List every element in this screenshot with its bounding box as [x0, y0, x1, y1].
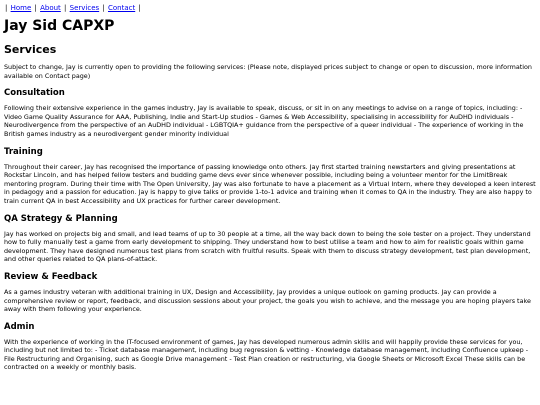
section-title-admin: Admin: [4, 321, 35, 332]
nav-home-link[interactable]: Home: [10, 4, 32, 12]
nav-contact-link[interactable]: Contact: [107, 4, 136, 12]
top-nav: | Home | About | Services | Contact |: [5, 4, 141, 12]
intro-text: Subject to change, Jay is currently open to providing the following services: (Please note, displayed prices subject to change or open to discussion, more information available on Contact page): [4, 63, 532, 80]
section-body-qa-strategy: Jay has worked on projects big and small, and lead teams of up to 30 people at a time, all the way back down to being the sole tester on a project. They understand how to fully manually test a game from early development to shipping. They understand how to best utilise a team and how to aim for realistic goals within game development. They have designed numerous test plans from scratch with fruitful results. Speak with them to discuss strategy development, test plan development, and other queries related to QA plans-of-attack.: [4, 229, 531, 264]
section-body-review: As a games industry veteran with additional training in UX, Design and Accessibility, Jay provides a unique outlook on gaming products. Jay can provide a comprehensive review or report, feedback, and discussion sessions about your project, the goals you wish to achieve, and the message you are hoping players take away with them following your experience.: [4, 287, 531, 314]
nav-about-link[interactable]: About: [40, 4, 61, 12]
site-title: Jay Sid CAPXP: [4, 18, 115, 34]
nav-services-link[interactable]: Services: [69, 4, 100, 12]
page-heading: Services: [4, 43, 57, 56]
section-body-admin: With the experience of working in the IT-focused environment of games, Jay has developed numerous admin skills and will happily provide these services for you, including but not limited to: - Ticket database management, including bug regression & vetting - Knowledge database management, including Confluence upkeep - File Restructuring and Organising, such as Google Drive management - Test Plan creation or restructuring, via Google Sheets or Microsoft Excel These skills can be contracted on a weekly or monthly basis.: [4, 337, 529, 372]
section-body-consultation: Following their extensive experience in the games industry, Jay is available to speak, discuss, or sit in on any meetings to advise on a range of topics, including: - Video Game Quality Assurance for AAA, Publishing, Indie and Start-Up studios - Games & Web Accessibility, specialising in accessibility for AuDHD individuals - Neurodivergence from the perspective of an AuDHD individual - LGBTQIA+ guidance from the perspective of a queer individual - The experience of working in the British games industry as a neurodivergent gender minority individual: [4, 104, 524, 138]
section-title-review: Review & Feedback: [4, 271, 98, 282]
section-title-consultation: Consultation: [4, 88, 65, 99]
section-body-training: Throughout their career, Jay has recognised the importance of passing knowledge onto others. Jay first started training newstarters and giving presentations at Rockstar Lincoln, and has helped fellow testers and budding game devs ever since whenever possible, including being a volunteer mentor for the LimitBreak mentoring program. During their time with The Open University, Jay was also fortunate to have a placement as a Virtual Intern, where they developed a keen interest in pedagogy and a passion for education. Jay is happy to give talks or provide 1-to-1 advice and training when it comes to QA in the industry. They are also happy to train current QA in best Accessibility and UX practices for further career development.: [4, 162, 536, 205]
section-title-training: Training: [4, 146, 43, 157]
section-title-qa-strategy: QA Strategy & Planning: [4, 213, 118, 224]
